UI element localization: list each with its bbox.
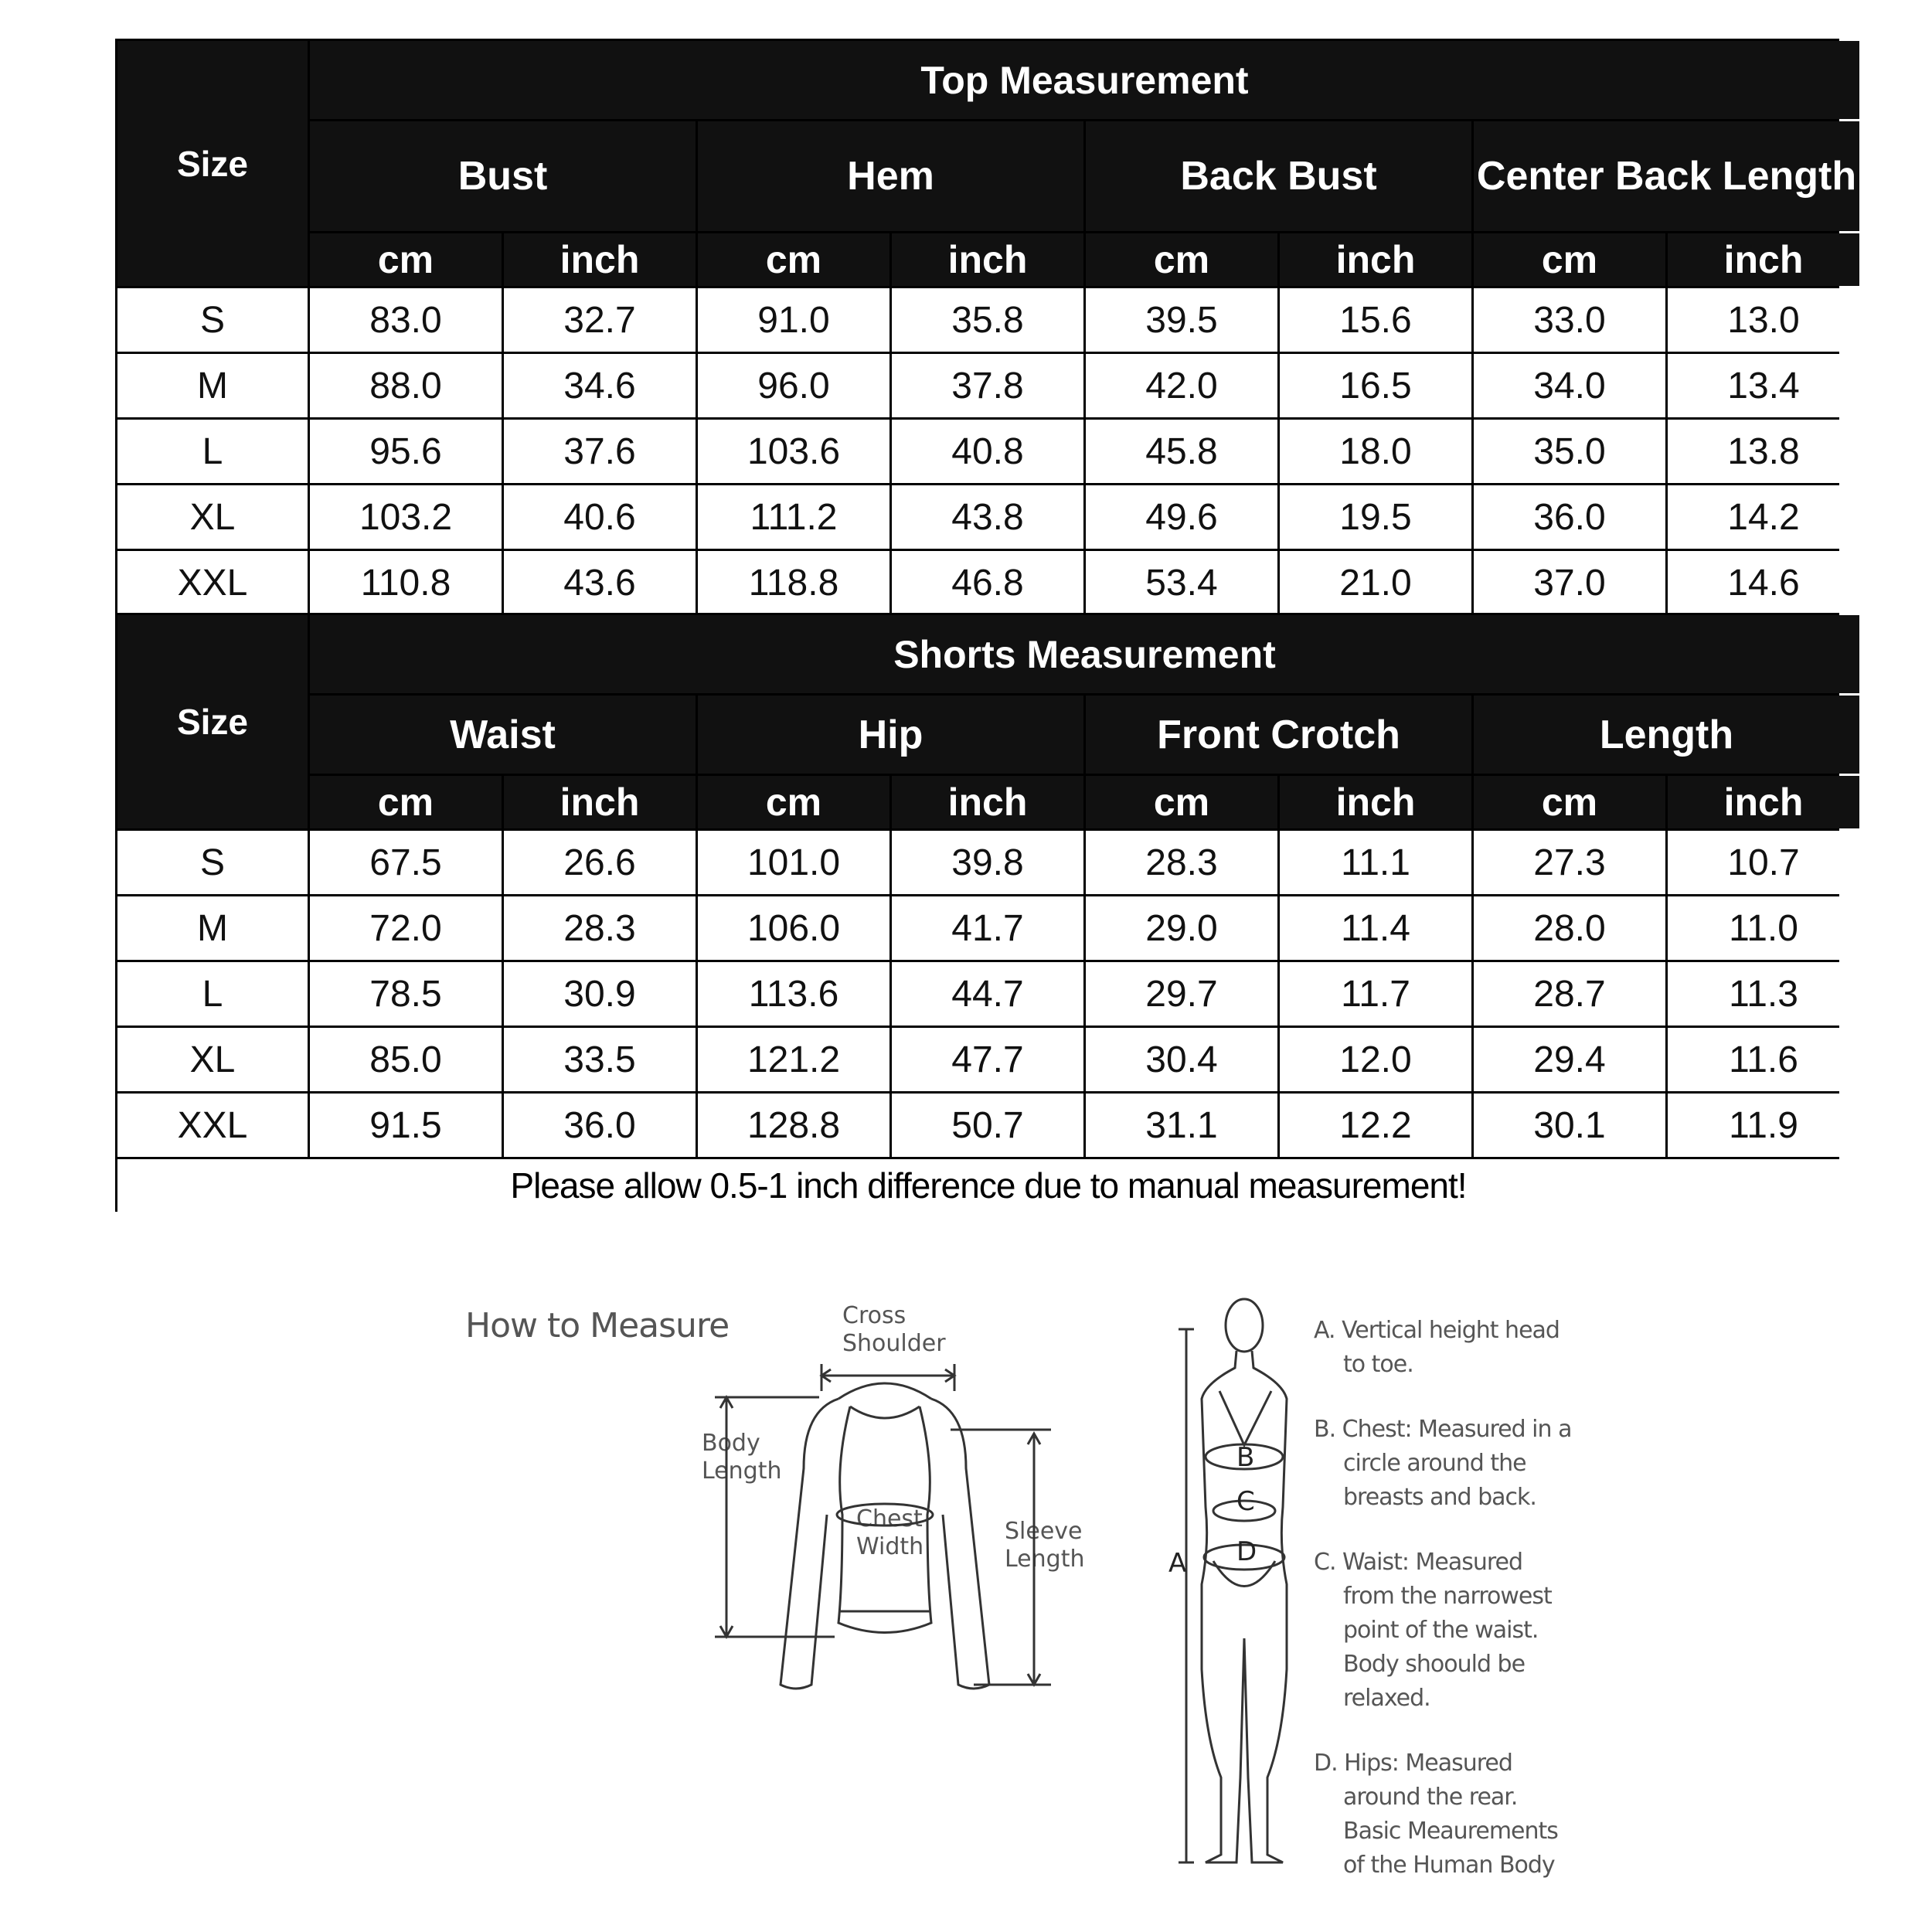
measurement-cell: 18.0: [1280, 420, 1471, 483]
measurement-cell: 30.1: [1474, 1094, 1665, 1157]
measurement-cell: 43.6: [504, 551, 696, 614]
note-line: Body shoould be: [1343, 1651, 1526, 1678]
measurement-cell: 41.7: [892, 896, 1083, 960]
measurement-cell: 45.8: [1086, 420, 1277, 483]
measurement-cell: 46.8: [892, 551, 1083, 614]
marker-c: C: [1236, 1486, 1255, 1517]
note-line: from the narrowest: [1343, 1583, 1552, 1610]
measurement-cell: 35.8: [892, 288, 1083, 352]
size-cell: M: [117, 354, 308, 417]
measurement-cell: 83.0: [310, 288, 502, 352]
measurement-cell: 11.1: [1280, 831, 1471, 894]
chest-width-label-2: Width: [856, 1533, 924, 1560]
note-line: D. Hips: Measured: [1314, 1750, 1512, 1777]
measurement-cell: 13.0: [1668, 288, 1859, 352]
measurement-cell: 13.4: [1668, 354, 1859, 417]
measurement-cell: 11.7: [1280, 962, 1471, 1026]
marker-b: B: [1236, 1442, 1255, 1473]
unit-header: inch: [1668, 233, 1859, 286]
unit-header: inch: [1280, 233, 1471, 286]
size-column-header: Size: [117, 41, 308, 286]
measurement-group-header: Hip: [698, 696, 1083, 774]
measurement-cell: 30.4: [1086, 1028, 1277, 1091]
sleeve-length-label-2: Length: [1005, 1546, 1085, 1573]
measurement-cell: 28.3: [1086, 831, 1277, 894]
unit-header: cm: [698, 776, 889, 828]
measurement-cell: 34.0: [1474, 354, 1665, 417]
measurement-group-header: Hem: [698, 121, 1083, 231]
measurement-cell: 29.4: [1474, 1028, 1665, 1091]
measurement-cell: 19.5: [1280, 485, 1471, 549]
marker-d: D: [1236, 1536, 1257, 1567]
measurement-cell: 36.0: [1474, 485, 1665, 549]
unit-header: inch: [1668, 776, 1859, 828]
measurement-cell: 11.3: [1668, 962, 1859, 1026]
note-line: circle around the: [1343, 1450, 1526, 1477]
measurement-cell: 37.0: [1474, 551, 1665, 614]
size-cell: XXL: [117, 1094, 308, 1157]
measurement-cell: 85.0: [310, 1028, 502, 1091]
measurement-note: [1314, 1546, 1638, 1716]
measurement-cell: 15.6: [1280, 288, 1471, 352]
measurement-group-header: Waist: [310, 696, 696, 774]
section-title: Top Measurement: [310, 41, 1859, 119]
unit-header: cm: [1086, 776, 1277, 828]
measurement-cell: 95.6: [310, 420, 502, 483]
measurement-cell: 111.2: [698, 485, 889, 549]
measurement-cell: 12.2: [1280, 1094, 1471, 1157]
measurement-group-header: Bust: [310, 121, 696, 231]
measurement-cell: 11.9: [1668, 1094, 1859, 1157]
measurement-cell: 33.0: [1474, 288, 1665, 352]
measurement-cell: 11.4: [1280, 896, 1471, 960]
measurement-cell: 49.6: [1086, 485, 1277, 549]
measurement-cell: 10.7: [1668, 831, 1859, 894]
note-line: to toe.: [1343, 1351, 1413, 1378]
marker-a: A: [1168, 1548, 1187, 1579]
measurement-cell: 11.6: [1668, 1028, 1859, 1091]
measurement-cell: 37.8: [892, 354, 1083, 417]
note-line: of the Human Body: [1343, 1852, 1555, 1879]
measurement-cell: 47.7: [892, 1028, 1083, 1091]
unit-header: cm: [1474, 776, 1665, 828]
measurement-cell: 91.0: [698, 288, 889, 352]
measurement-cell: 28.7: [1474, 962, 1665, 1026]
measurement-cell: 21.0: [1280, 551, 1471, 614]
measurement-cell: 42.0: [1086, 354, 1277, 417]
sleeve-length-label-1: Sleeve: [1005, 1518, 1083, 1545]
unit-header: cm: [698, 233, 889, 286]
measurement-note: [1314, 1314, 1638, 1382]
size-cell: XXL: [117, 551, 308, 614]
measurement-note: [1314, 1747, 1638, 1883]
measurement-cell: 121.2: [698, 1028, 889, 1091]
measurement-notes: [1314, 1314, 1638, 1883]
measurement-cell: 26.6: [504, 831, 696, 894]
unit-header: inch: [504, 776, 696, 828]
measurement-cell: 44.7: [892, 962, 1083, 1026]
note-line: around the rear.: [1343, 1784, 1518, 1811]
measurement-group-header: Front Crotch: [1086, 696, 1471, 774]
measurement-cell: 106.0: [698, 896, 889, 960]
measurement-cell: 53.4: [1086, 551, 1277, 614]
measurement-cell: 103.2: [310, 485, 502, 549]
measurement-cell: 34.6: [504, 354, 696, 417]
note-line: C. Waist: Measured: [1314, 1549, 1523, 1576]
note-line: Basic Meaurements: [1343, 1818, 1558, 1845]
note-line: point of the waist.: [1343, 1617, 1539, 1644]
measurement-cell: 103.6: [698, 420, 889, 483]
size-cell: XL: [117, 1028, 308, 1091]
sweater-icon: [715, 1364, 1051, 1689]
measurement-cell: 50.7: [892, 1094, 1083, 1157]
measurement-cell: 12.0: [1280, 1028, 1471, 1091]
measurement-cell: 35.0: [1474, 420, 1665, 483]
note-line: B. Chest: Measured in a: [1314, 1416, 1572, 1443]
measurement-cell: 30.9: [504, 962, 696, 1026]
measurement-cell: 67.5: [310, 831, 502, 894]
size-cell: L: [117, 962, 308, 1026]
measurement-cell: 36.0: [504, 1094, 696, 1157]
measurement-cell: 78.5: [310, 962, 502, 1026]
unit-header: inch: [892, 776, 1083, 828]
unit-header: inch: [892, 233, 1083, 286]
measurement-cell: 101.0: [698, 831, 889, 894]
measurement-cell: 43.8: [892, 485, 1083, 549]
size-column-header: Size: [117, 615, 308, 828]
note-line: relaxed.: [1343, 1685, 1430, 1712]
measurement-cell: 31.1: [1086, 1094, 1277, 1157]
measurement-cell: 27.3: [1474, 831, 1665, 894]
measurement-cell: 91.5: [310, 1094, 502, 1157]
body-length-label-1: Body: [702, 1430, 760, 1457]
measurement-cell: 88.0: [310, 354, 502, 417]
size-cell: S: [117, 831, 308, 894]
size-cell: M: [117, 896, 308, 960]
unit-header: inch: [1280, 776, 1471, 828]
cross-shoulder-label-1: Cross: [842, 1302, 906, 1329]
measurement-cell: 110.8: [310, 551, 502, 614]
guide-title: How to Measure: [465, 1306, 730, 1345]
measurement-cell: 11.0: [1668, 896, 1859, 960]
note-line: breasts and back.: [1343, 1484, 1536, 1511]
measurement-group-header: Center Back Length: [1474, 121, 1859, 231]
note-line: A. Vertical height head: [1314, 1317, 1560, 1344]
section-title: Shorts Measurement: [310, 615, 1859, 693]
measurement-disclaimer: Please allow 0.5-1 inch difference due to manual measurement!: [117, 1159, 1859, 1212]
measurement-cell: 39.8: [892, 831, 1083, 894]
measurement-cell: 128.8: [698, 1094, 889, 1157]
measurement-cell: 13.8: [1668, 420, 1859, 483]
measurement-cell: 33.5: [504, 1028, 696, 1091]
measurement-cell: 72.0: [310, 896, 502, 960]
measurement-group-header: Back Bust: [1086, 121, 1471, 231]
measurement-cell: 29.0: [1086, 896, 1277, 960]
measurement-cell: 113.6: [698, 962, 889, 1026]
measurement-cell: 14.2: [1668, 485, 1859, 549]
unit-header: inch: [504, 233, 696, 286]
measurement-group-header: Length: [1474, 696, 1859, 774]
measurement-cell: 16.5: [1280, 354, 1471, 417]
measurement-cell: 39.5: [1086, 288, 1277, 352]
measurement-cell: 37.6: [504, 420, 696, 483]
size-cell: L: [117, 420, 308, 483]
human-body-icon: [1179, 1299, 1287, 1862]
measurement-cell: 40.6: [504, 485, 696, 549]
size-cell: XL: [117, 485, 308, 549]
chest-width-label-1: Chest: [856, 1505, 923, 1532]
unit-header: cm: [1086, 233, 1277, 286]
measurement-cell: 118.8: [698, 551, 889, 614]
unit-header: cm: [310, 776, 502, 828]
measurement-cell: 32.7: [504, 288, 696, 352]
measurement-cell: 96.0: [698, 354, 889, 417]
measurement-note: [1314, 1413, 1638, 1515]
measurement-cell: 28.0: [1474, 896, 1665, 960]
body-length-label-2: Length: [702, 1458, 782, 1485]
size-cell: S: [117, 288, 308, 352]
unit-header: cm: [1474, 233, 1665, 286]
measurement-cell: 28.3: [504, 896, 696, 960]
cross-shoulder-label-2: Shoulder: [842, 1330, 946, 1357]
measurement-cell: 40.8: [892, 420, 1083, 483]
measurement-cell: 14.6: [1668, 551, 1859, 614]
unit-header: cm: [310, 233, 502, 286]
measurement-cell: 29.7: [1086, 962, 1277, 1026]
